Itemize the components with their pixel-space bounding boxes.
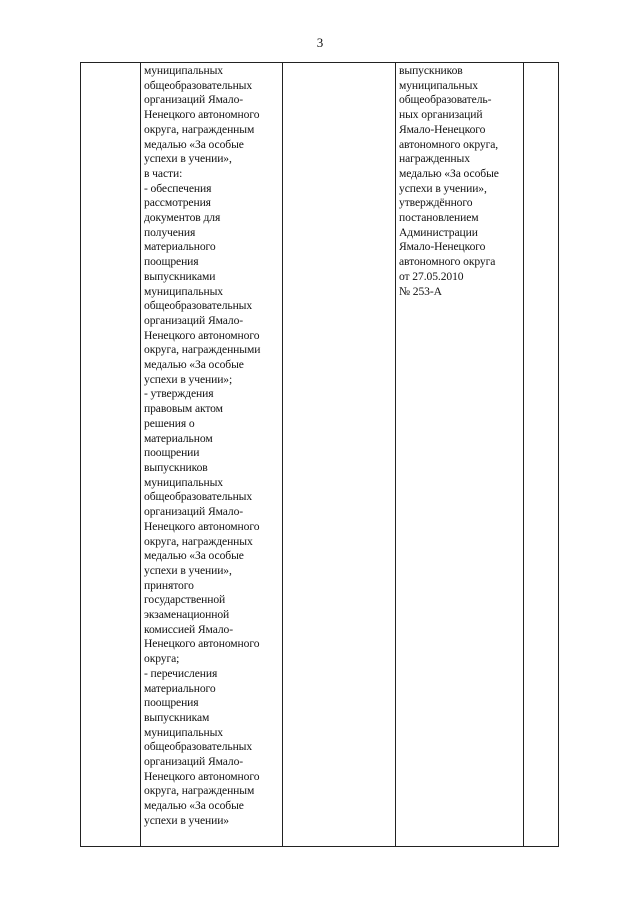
table-cell-col-2 — [141, 63, 283, 847]
table-cell-col-5 — [524, 63, 559, 847]
cell-text-legal-basis: выпускников муниципальных общеобразователь- ных организаций Ямало-Ненецкого автономного округа, награжденных медалью «За особые успехи в учении», утверждённого постановлением Администрации Ямало-Ненецкого автономного округа от 27.05.2010 № 253-А — [399, 64, 499, 298]
table-cell-col-4 — [396, 63, 524, 847]
table-cell-col-1 — [81, 63, 141, 847]
page-number: 3 — [316, 35, 324, 50]
cell-text-functions: муниципальных общеобразовательных организаций Ямало- Ненецкого автономного округа, награжденным медалью «За особые успехи в учении», в части: - обеспечения рассмотрения документов для получения материального поощрения выпускниками муниципальных общеобразовательных организаций Ямало- Ненецкого автономного округа, награжденными медалью «За особые успехи в учении»; - утверждения правовым актом решения о материальном поощрении выпускников муниципальных общеобразовательных организаций Ямало- Ненецкого автономного округа, награжденных медалью «За особые успехи в учении», принятого государственной экзаменационной комиссией Ямало- Ненецкого автономного округа; - перечисления материального поощрения выпускникам муниципальных общеобразовательных организаций Ямало- Ненецкого автономного округа, награжденным медалью «За особые успехи в учении» — [144, 64, 261, 827]
table-cell-col-3 — [283, 63, 396, 847]
regulation-table — [80, 62, 559, 847]
table-row — [81, 63, 559, 847]
